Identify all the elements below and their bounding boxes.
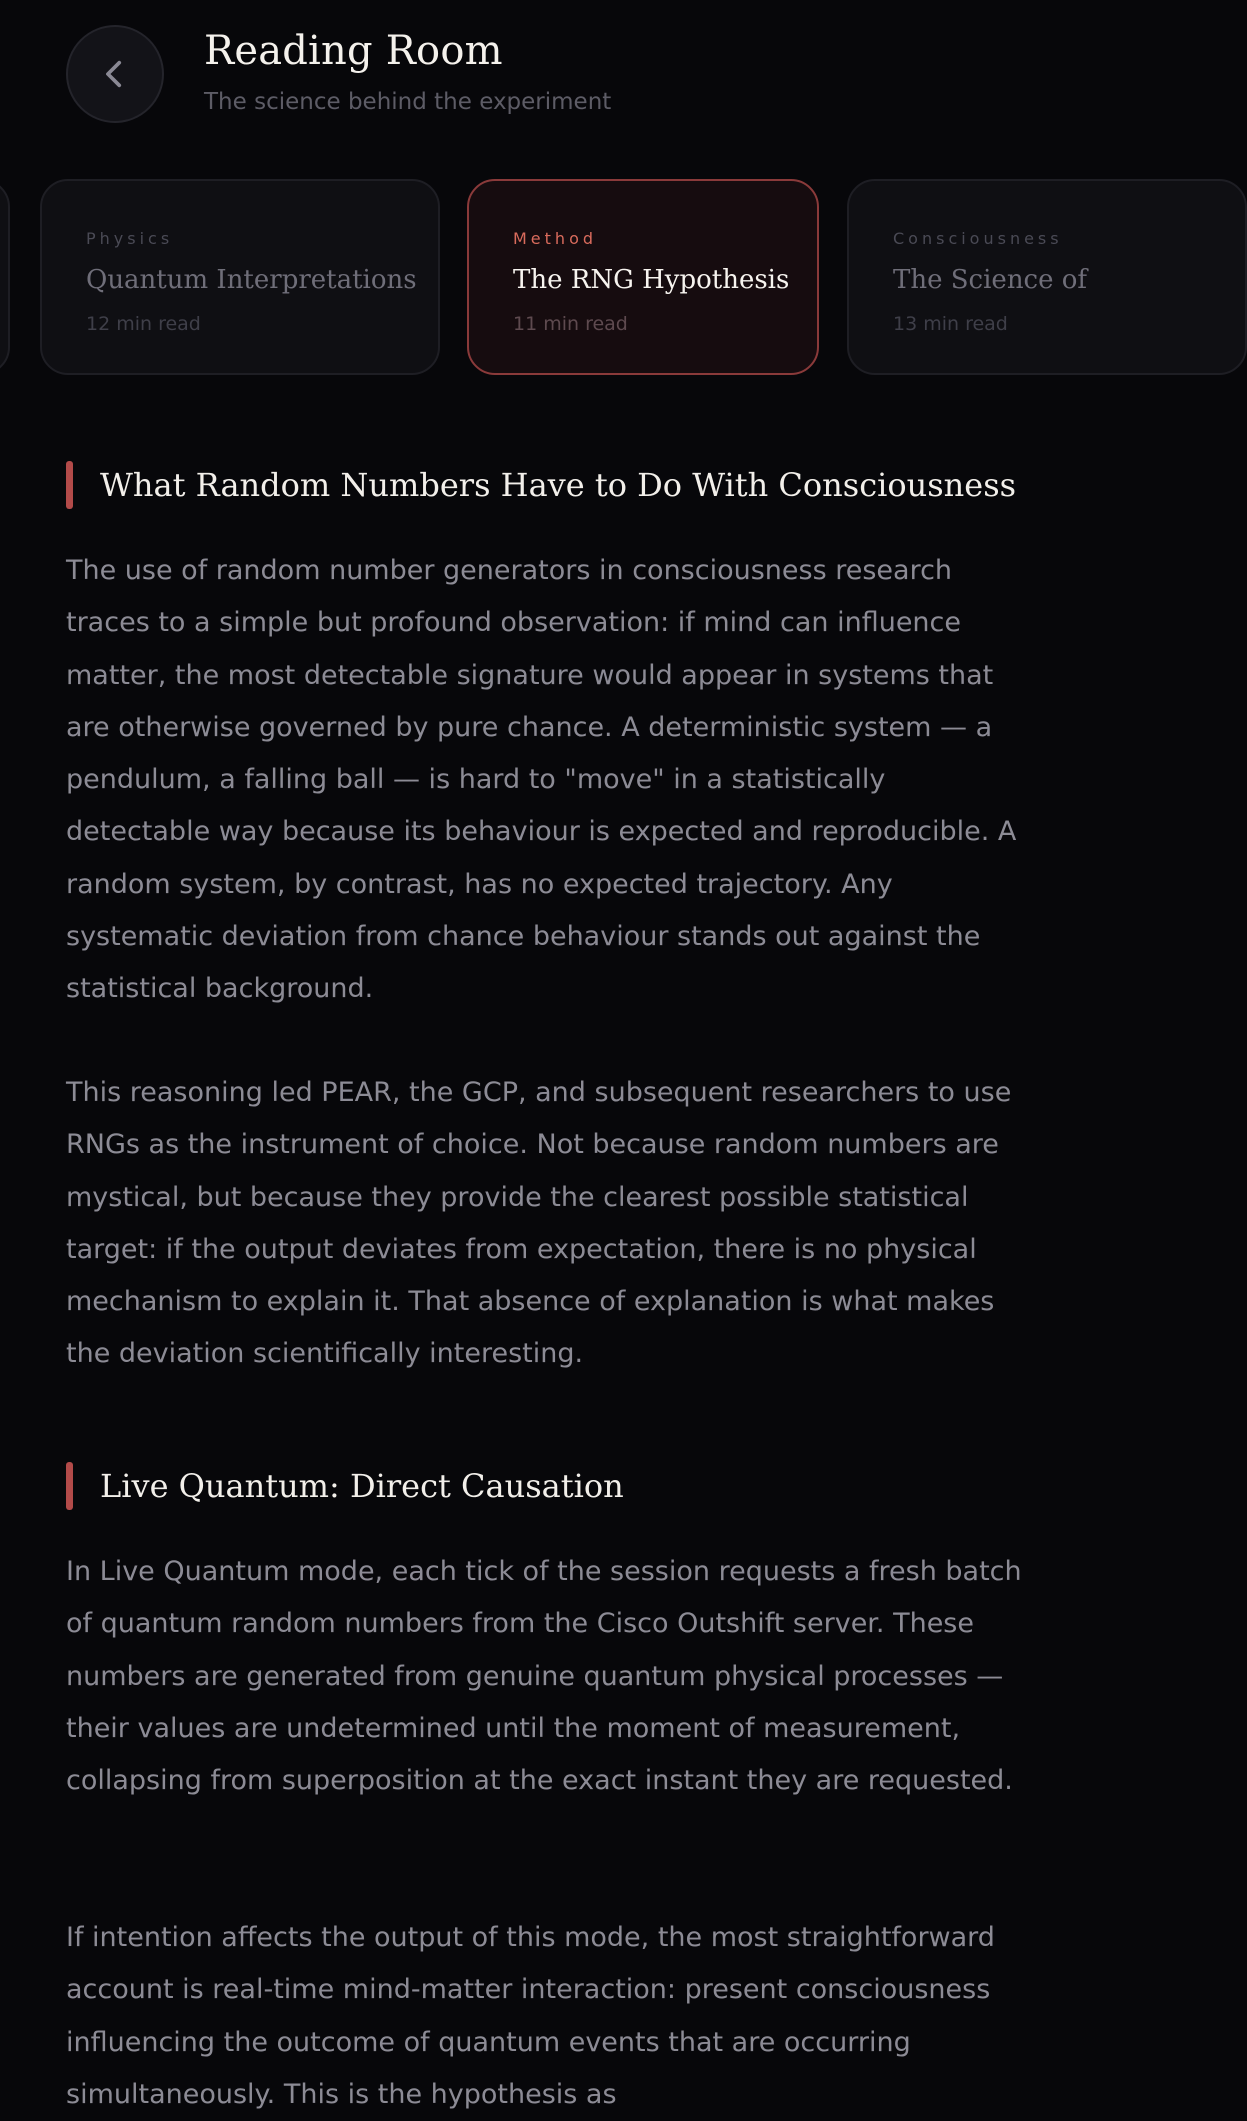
section-title: Live Quantum: Direct Causation	[100, 1467, 624, 1505]
article-card-previous[interactable]	[0, 179, 10, 375]
page-title: Reading Room	[204, 28, 503, 74]
card-read-time: 13 min read	[893, 313, 1008, 335]
article-paragraph: In Live Quantum mode, each tick of the session requests a fresh batch of quantum random numbers from the Cisco Outshift server. These numbers are generated from genuine quantum physical processes — their values are undetermined until the moment of measurement, collapsing from superposition at the exact instant they are requested.	[66, 1556, 1022, 1797]
article-paragraph: The use of random number generators in consciousness research traces to a simple but profound observation: if mind can influence matter, the most detectable signature would appear in systems that are otherwise governed by pure chance. A deterministic system — a pendulum, a falling ball — is hard to "move" in a statistically detectable way because its behaviour is expected and reproducible. A random system, by contrast, has no expected trajectory. Any systematic deviation from chance behaviour stands out against the statistical background.	[66, 555, 1017, 1005]
article-paragraph: This reasoning led PEAR, the GCP, and subsequent researchers to use RNGs as the instrument of choice. Not because random numbers are mystical, but because they provide the clearest possible statistical target: if the output deviates from expectation, there is no physical mechanism to explain it. That absence of explanation is what makes the deviation scientifically interesting.	[66, 1077, 1012, 1370]
section-accent-bar	[66, 1462, 73, 1510]
card-category: Consciousness	[893, 229, 1063, 248]
article-card-consciousness[interactable]	[847, 179, 1247, 375]
section-heading	[66, 461, 1016, 509]
chevron-left-icon	[98, 57, 132, 91]
section-heading	[66, 1462, 624, 1510]
card-category: Method	[513, 229, 598, 248]
article-card-rng-hypothesis[interactable]	[467, 179, 819, 375]
card-title: Quantum Interpretations	[86, 265, 417, 295]
card-title: The Science of	[893, 265, 1088, 295]
article-carousel[interactable]	[0, 177, 1088, 377]
back-button[interactable]	[66, 25, 164, 123]
card-read-time: 12 min read	[86, 313, 201, 335]
card-read-time: 11 min read	[513, 313, 628, 335]
page-subtitle: The science behind the experiment	[204, 89, 612, 115]
card-title: The RNG Hypothesis	[513, 265, 790, 295]
section-title: What Random Numbers Have to Do With Consciousness	[100, 466, 1017, 504]
card-category: Physics	[86, 229, 174, 248]
article-paragraph: If intention affects the output of this mode, the most straightforward account is real-time mind-matter interaction: present consciousness influencing the outcome of quantum events that are occurring simultaneously. This is the hypothesis as	[66, 1922, 995, 2110]
article-card-quantum-interpretations[interactable]	[40, 179, 440, 375]
section-accent-bar	[66, 461, 73, 509]
